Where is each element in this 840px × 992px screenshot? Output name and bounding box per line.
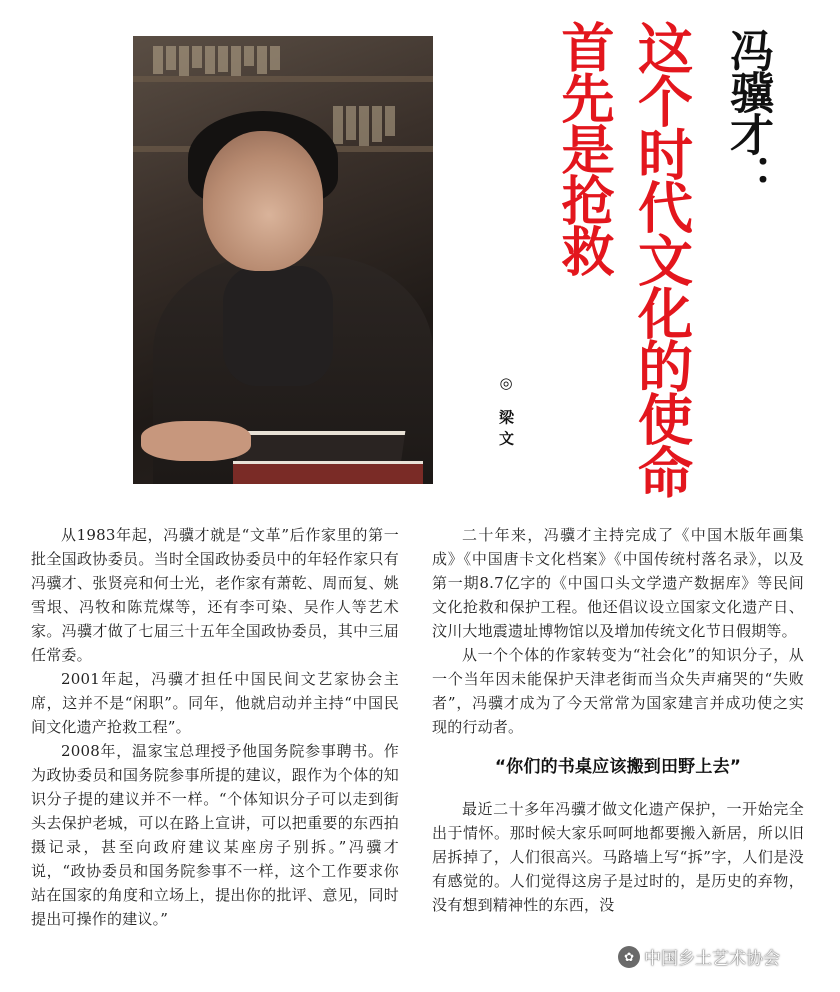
title-main: 这个时代文化的使命 — [629, 20, 693, 497]
section-subheading: “你们的书桌应该搬到田野上去” — [494, 757, 742, 777]
watermark-text: 中国乡土艺术协会 — [644, 949, 780, 969]
left-column — [31, 523, 399, 931]
author-byline: ◎ 梁文 — [497, 374, 515, 452]
paragraph: 二十年来，冯骥才主持完成了《中国木版年画集成》《中国唐卡文化档案》《中国传统村落名录》，以及第一期8.7亿字的《中国口头文学遗产数据库》等民间文化抢救和保护工程。他还倡议设立国家文化遗产日、汶川大地震遗址博物馆以及增加传统文化节日假期等。 — [432, 526, 804, 640]
face — [203, 131, 323, 271]
paragraph: 从1983年起，冯骥才就是“文革”后作家里的第一批全国政协委员。当时全国政协委员中的年轻作家只有冯骥才、张贤亮和何士光，老作家有萧乾、周而复、姚雪垠、冯牧和陈荒煤等，还有李可染、吴作人等艺术家。冯骥才做了七届三十五年全国政协委员，其中三届任常委。 — [31, 526, 399, 664]
bookshelf — [153, 46, 280, 76]
paragraph: 最近二十多年冯骥才做文化遗产保护，一开始完全出于情怀。那时候大家乐呵呵地都要搬入新居，所以旧居拆掉了，人们很高兴。马路墙上写“拆”字，人们是没有感觉的。人们觉得这房子是过时的，是历史的弃物，没有想到精神性的东西，没 — [432, 800, 804, 914]
paragraph: 2008年，温家宝总理授予他国务院参事聘书。作为政协委员和国务院参事所提的建议，跟作为个体的知识分子提的建议并不一样。“个体知识分子可以走到街头去保护老城，可以在路上宣讲，可以把重要的东西拍摄记录，甚至向政府建议某座房子别拆。”冯骥才说，“政协委员和国务院参事不一样，这个工作要求你站在国家的角度和立场上，提出你的批评、意见，同时提出可操作的建议。” — [31, 742, 399, 928]
title-name: 冯骥才： — [722, 28, 773, 196]
wechat-channel-icon: ✿ — [618, 946, 640, 968]
paragraph: 从一个个体的作家转变为“社会化”的知识分子，从一个当年因未能保护天津老街而当众失声痛哭的“失败者”，冯骥才成为了今天常常为国家建言并成功使之实现的行动者。 — [432, 646, 804, 736]
portrait-photo — [133, 36, 433, 484]
paragraph: 2001年起，冯骥才担任中国民间文艺家协会主席，这并不是“闲职”。同年，他就启动并主持“中国民间文化遗产抢救工程”。 — [31, 670, 399, 736]
right-column — [432, 523, 804, 917]
title-sub: 首先是抢救 — [553, 20, 614, 275]
watermark — [618, 944, 780, 969]
